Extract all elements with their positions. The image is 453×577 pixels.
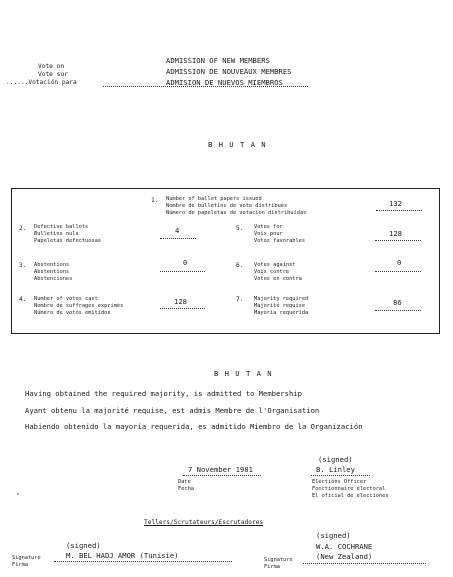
item-value: 0 [183,258,188,267]
country-heading: B H U T A N [208,140,267,149]
teller-2-country: (New Zealand) [316,552,373,561]
vote-subject-es: ADMISION DE NUEVOS MIEMBROS [166,78,283,87]
item-number: 1. [151,197,159,204]
item-label-fr: Abstentions [34,269,70,275]
item-label-fr: Nombre de suffrages exprimés [34,303,124,309]
item-label-es: Número de papeletas de votación distribuidas [166,210,307,216]
stray-mark: , [16,487,21,496]
item-label-es: Mayoría requerida [254,310,309,316]
signature-label: Signature [264,557,293,563]
item-value: 132 [389,199,402,208]
date-label-es: Fecha [178,486,194,492]
teller-2-name: W.A. COCHRANE [316,542,373,551]
item-label-fr: Voix pour [254,231,283,237]
result-line-fr: Ayant obtenu la majorité requise, est admis Membre de l'Organisation [25,406,320,415]
item-number: 2. [19,225,27,232]
item-value: 128 [389,229,402,238]
item-number: 4. [19,296,27,303]
vote-label-fr: Vote sur [38,71,68,78]
item-label-es: Abstenciones [34,276,73,282]
officer-line [311,475,370,476]
signature-label: Signature [12,555,41,561]
result-heading: B H U T A N [214,369,273,378]
item-value: 4 [175,226,180,235]
date-line [183,475,261,476]
value-line [160,271,205,272]
item-number: 3. [19,262,27,269]
result-line-es: Habiendo obtenido la mayoría requerida, es admitido Miembro de la Organización [25,422,363,431]
item-label-en: Abstentions [34,262,70,268]
item-value: 0 [397,258,402,267]
item-value: 86 [393,298,402,307]
item-label-es: Número de votos emitidos [34,310,111,316]
item-label-fr: Bulletins nuls [34,231,79,237]
tellers-heading: Tellers/Scrutateurs/Escrutadores [144,519,264,526]
signature-label-es: Firma [12,562,28,568]
value-line [375,310,421,311]
item-label-es: Votos en contra [254,276,302,282]
teller-1-name: M. BEL HADJ AMOR (Tunisie) [66,551,179,560]
teller-1-signed: (signed) [66,541,101,550]
item-label-es: Papeletas defectuosas [34,238,101,244]
vote-subject-fr: ADMISSION DE NOUVEAUX MEMBRES [166,67,292,76]
teller-2-signed: (signed) [316,531,351,540]
item-value: 128 [174,297,187,306]
item-number: 6. [236,262,244,269]
item-label-en: Number of votes cast [34,296,98,302]
value-line [376,210,422,211]
vote-label-en: Vote on [38,63,65,70]
signature-label-es: Firma [264,564,280,570]
value-line [375,271,421,272]
item-number: 5. [236,225,244,232]
item-label-en: Votes for [254,224,283,230]
item-label-fr: Nombre de bulletins de vote distribués [166,203,288,209]
teller-1-line [54,561,232,562]
item-number: 7. [236,296,244,303]
vote-label-es-leader: ......Votación para [6,79,77,86]
value-line [160,238,196,239]
value-line [375,240,421,241]
officer-signed: (signed) [318,455,353,464]
officer-label-fr: Fonctionnaire électoral [312,486,386,492]
teller-2-line [303,563,426,564]
date-value: 7 November 1981 [188,465,253,474]
officer-label-en: Elections Officer [312,479,367,485]
result-line-en: Having obtained the required majority, is admitted to Membership [25,389,302,398]
officer-label-es: El oficial de elecciones [312,493,389,499]
date-label-en: Date [178,479,191,485]
vote-dotted-line [103,86,308,87]
value-line [160,308,205,309]
vote-subject-en: ADMISSION OF NEW MEMBERS [166,56,270,65]
item-label-en: Majority required [254,296,309,302]
item-label-es: Votos favorables [254,238,306,244]
item-label-en: Votes against [254,262,296,268]
item-label-fr: Voix contre [254,269,290,275]
item-label-fr: Majorité requise [254,303,306,309]
item-label-en: Number of ballot papers issued [166,196,262,202]
officer-name: B. Linley [316,465,355,474]
item-label-en: Defective ballots [34,224,89,230]
